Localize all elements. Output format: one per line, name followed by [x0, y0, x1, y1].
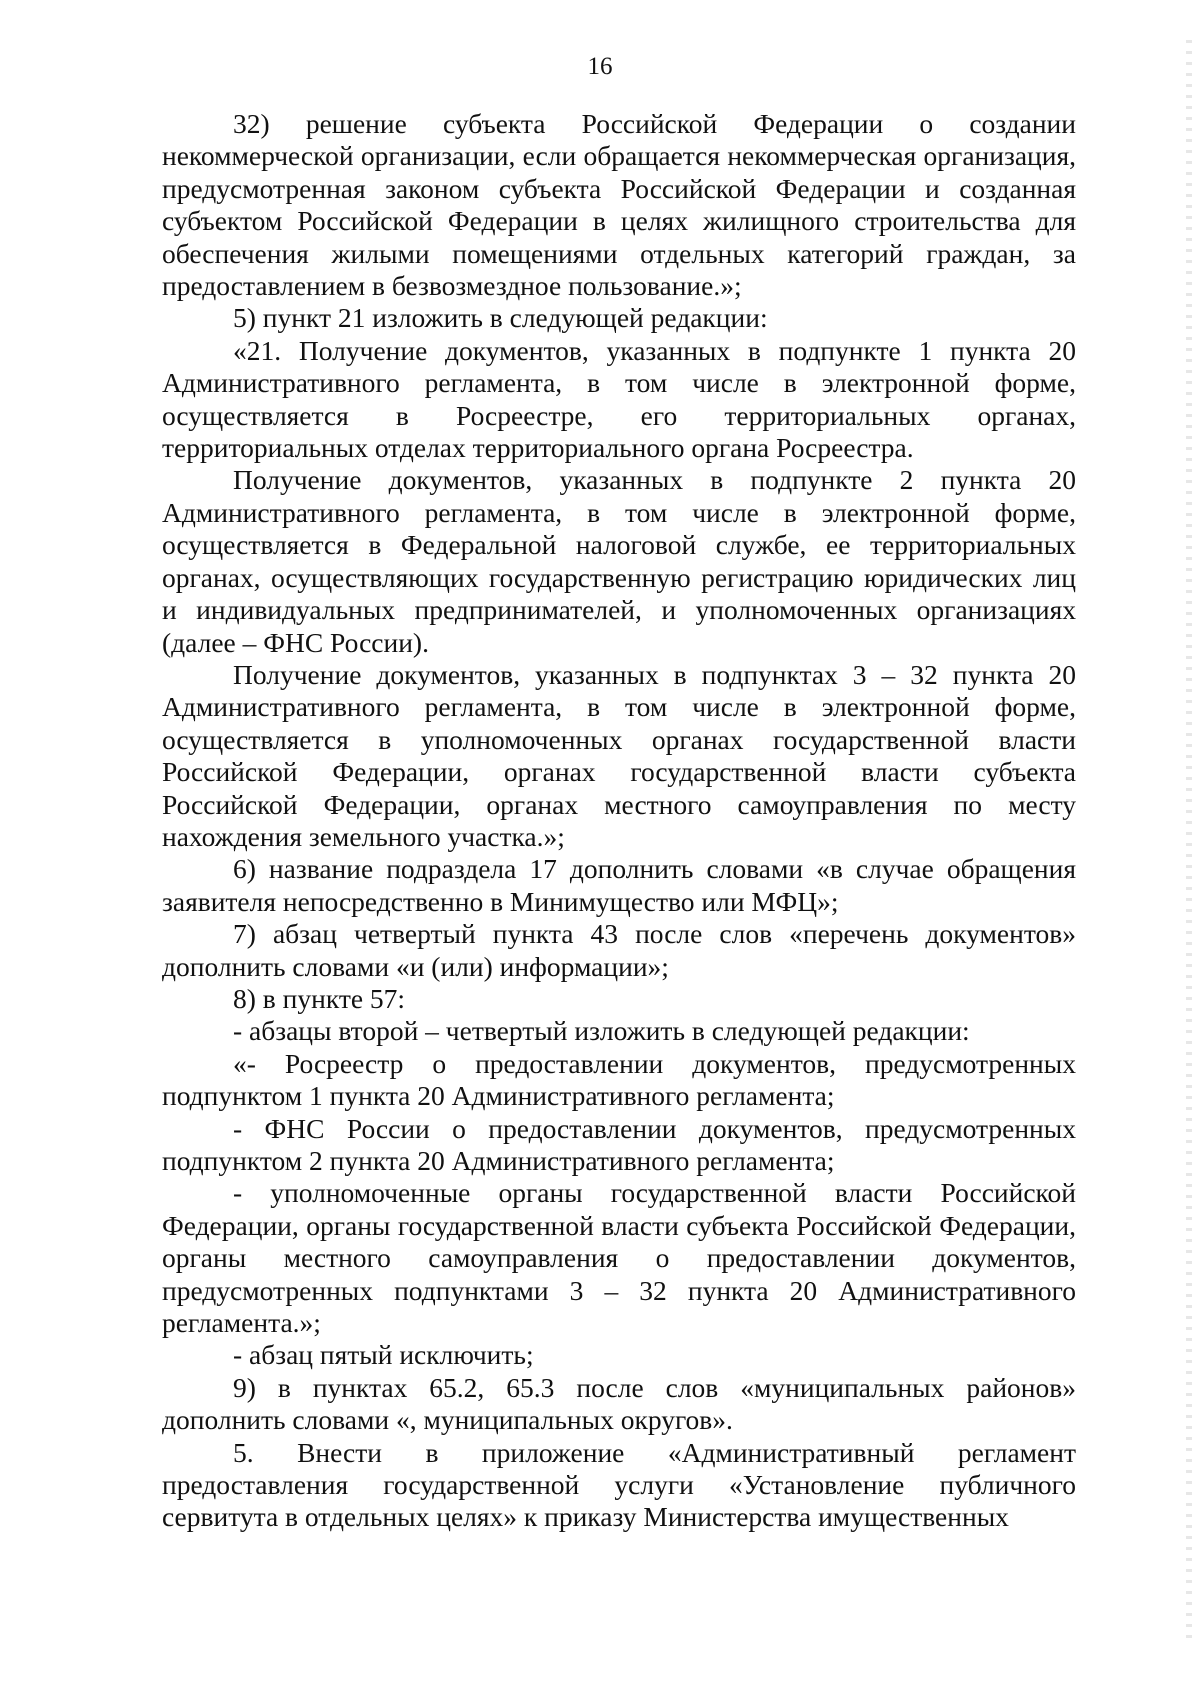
document-body [162, 108, 1076, 1534]
paragraph-32-decision: 32) решение субъекта Российской Федерации о создании некоммерческой организации, если обращается некоммерческая организация, предусмотренная законом субъекта Российской Федерации и созданная субъектом Российской Федерации в целях жилищного строительства для обеспечения жилыми помещениями отдельных категорий граждан, за предоставлением в безвозмездное пользование.»; [162, 108, 1076, 302]
paragraph-clause-21: «21. Получение документов, указанных в подпункте 1 пункта 20 Административного регламента, в том числе в электронной форме, осуществляется в Росреестре, его территориальных органах, территориальных отделах территориального органа Росреестра. [162, 334, 1076, 464]
paragraph-item-8-dash-2: - абзац пятый исключить; [233, 1339, 534, 1371]
paragraph-item-7: 7) абзац четвертый пункта 43 после слов «перечень документов» дополнить словами «и (или) информации»; [162, 918, 1076, 982]
paragraph-authorities-documents: Получение документов, указанных в подпунктах 3 – 32 пункта 20 Административного регламента, в том числе в электронной форме, осуществляется в уполномоченных органах государственной власти Российской Федерации, органах государственной власти субъекта Российской Федерации, органах местного самоуправления по месту нахождения земельного участка.»; [162, 658, 1076, 852]
paragraph-authorized-bodies: - уполномоченные органы государственной власти Российской Федерации, органы государственной власти субъекта Российской Федерации, органы местного самоуправления о предоставлении документов, предусмотренных подпунктами 3 – 32 пункта 20 Административного регламента.»; [162, 1177, 1076, 1339]
page-number: 16 [587, 53, 613, 80]
paragraph-rosreestr: «- Росреестр о предоставлении документов, предусмотренных подпунктом 1 пункта 20 Административного регламента; [162, 1047, 1076, 1112]
paragraph-fns-documents: Получение документов, указанных в подпункте 2 пункта 20 Административного регламента, в том числе в электронной форме, осуществляется в Федеральной налоговой службе, ее территориальных органах, осуществляющих государственную регистрацию юридических лиц и индивидуальных предпринимателей, и уполномоченных организациях (далее – ФНС России). [162, 464, 1076, 658]
paragraph-section-5: 5. Внести в приложение «Административный регламент предоставления государственной услуги «Установление публичного сервитута в отдельных целях» к приказу Министерства имущественных [162, 1436, 1076, 1533]
paragraph-item-5: 5) пункт 21 изложить в следующей редакции: [233, 302, 768, 334]
paragraph-item-8: 8) в пункте 57: [233, 982, 406, 1014]
scan-edge-artifact [1186, 40, 1192, 1640]
paragraph-item-6: 6) название подраздела 17 дополнить словами «в случае обращения заявителя непосредственно в Минимущество или МФЦ»; [162, 853, 1076, 917]
paragraph-fns: - ФНС России о предоставлении документов, предусмотренных подпунктом 2 пункта 20 Административного регламента; [162, 1112, 1076, 1176]
paragraph-item-9: 9) в пунктах 65.2, 65.3 после слов «муниципальных районов» дополнить словами «, муниципальных округов». [162, 1371, 1076, 1436]
paragraph-item-8-dash-1: - абзацы второй – четвертый изложить в следующей редакции: [233, 1015, 970, 1047]
